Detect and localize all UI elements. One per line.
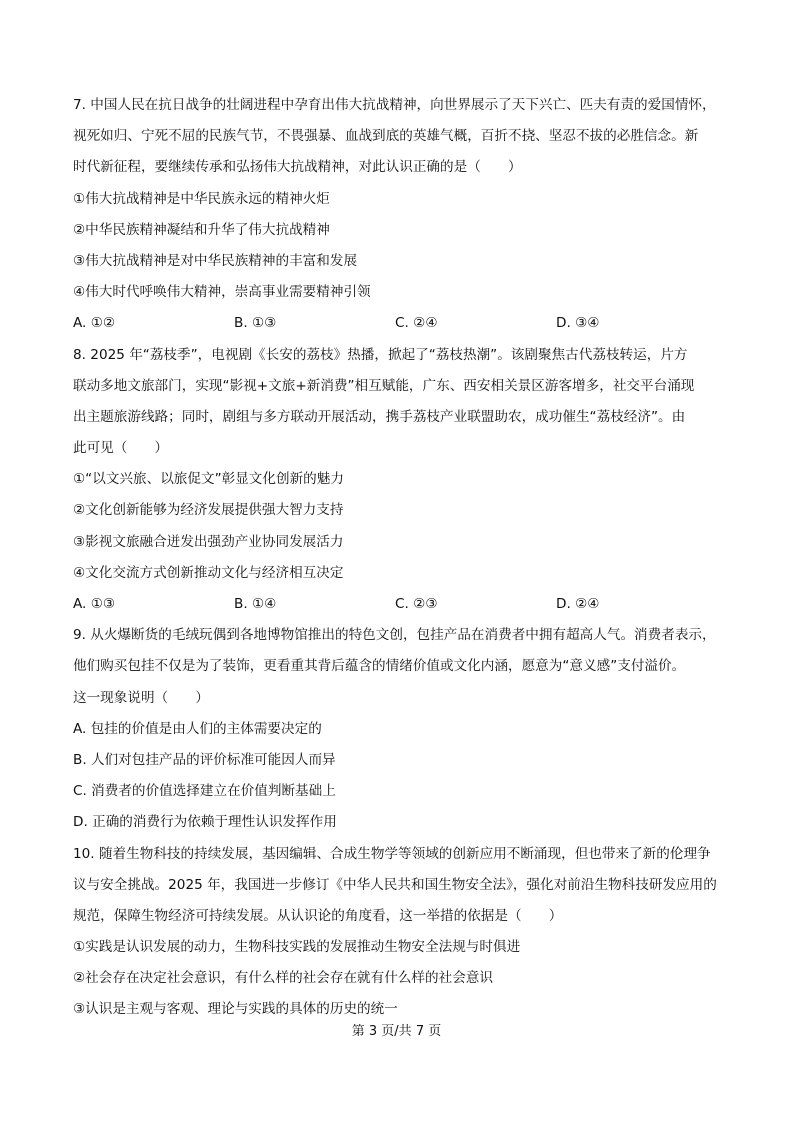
question-9 (73, 620, 723, 838)
option-a: A. ①② (73, 315, 116, 332)
statement-item: ③认识是主观与客观、理论与实践的具体的历史的统一 (73, 1001, 398, 1018)
statement-item: ③影视文旅融合迸发出强劲产业协同发展活力 (73, 533, 344, 550)
question-text-line: 这一现象说明（ ） (73, 689, 209, 706)
statement-item: ①“以文兴旅、以旅促文”彰显文化创新的魅力 (73, 471, 344, 488)
choice-b: B. 人们对包挂产品的评价标准可能因人而异 (73, 751, 336, 768)
statement-item: ②中华民族精神凝结和升华了伟大抗战精神 (73, 221, 330, 238)
option-c: C. ②③ (395, 596, 438, 612)
option-a: A. ①③ (73, 596, 116, 612)
question-7 (73, 90, 723, 340)
answer-options (73, 308, 723, 339)
statement-item: ②文化创新能够为经济发展提供强大智力支持 (73, 502, 344, 519)
statement-item: ④伟大时代呼唤伟大精神，崇高事业需要精神引领 (73, 284, 371, 301)
exam-page-content (73, 90, 723, 1026)
choice-c: C. 消费者的价值选择建立在价值判断基础上 (73, 783, 336, 800)
page-number-label: 第 3 页/共 7 页 (351, 1024, 442, 1039)
question-text-line: 10. 随着生物科技的持续发展，基因编辑、合成生物学等领域的创新应用不断涌现，但也带来了新的伦理争 (73, 845, 711, 862)
question-text-line: 议与安全挑战。2025 年，我国进一步修订《中华人民共和国生物安全法》，强化对前沿生物科技研发应用的 (73, 876, 717, 893)
statement-item: ③伟大抗战精神是对中华民族精神的丰富和发展 (73, 252, 358, 269)
question-8 (73, 340, 723, 621)
option-d: D. ③④ (556, 315, 600, 332)
option-b: B. ①③ (234, 315, 277, 332)
question-text-line: 联动多地文旅部门，实现“影视+文旅+新消费”相互赋能，广东、西安相关景区游客增多，社交平台涌现 (73, 377, 695, 394)
answer-options (73, 589, 723, 620)
question-text-line: 9. 从火爆断货的毛绒玩偶到各地博物馆推出的特色文创，包挂产品在消费者中拥有超高人气。消费者表示， (73, 627, 716, 644)
question-text-line: 8. 2025 年“荔枝季”，电视剧《长安的荔枝》热播，掀起了“荔枝热潮”。该剧聚焦古代荔枝转运，片方 (73, 346, 688, 363)
question-text-line: 规范，保障生物经济可持续发展。从认识论的角度看，这一举措的依据是（ ） (73, 907, 563, 924)
statement-item: ①实践是认识发展的动力，生物科技实践的发展推动生物安全法规与时俱进 (73, 939, 521, 956)
question-text-line: 出主题旅游线路；同时，剧组与多方联动开展活动，携手荔枝产业联盟助农，成功催生“荔枝经济”。由 (73, 408, 686, 425)
question-text-line: 视死如归、宁死不屈的民族气节，不畏强暴、血战到底的英雄气概，百折不挠、坚忍不拔的必胜信念。新 (73, 128, 699, 145)
option-c: C. ②④ (395, 315, 438, 332)
question-text-line: 他们购买包挂不仅是为了装饰，更看重其背后蕴含的情绪价值或文化内涵，愿意为“意义感”支付溢价。 (73, 658, 686, 675)
option-b: B. ①④ (234, 596, 277, 612)
question-text-line: 此可见（ ） (73, 440, 169, 457)
statement-item: ②社会存在决定社会意识，有什么样的社会存在就有什么样的社会意识 (73, 970, 493, 987)
option-d: D. ②④ (556, 596, 600, 612)
question-text-line: 时代新征程，要继续传承和弘扬伟大抗战精神，对此认识正确的是（ ） (73, 159, 522, 176)
choice-a: A. 包挂的价值是由人们的主体需要决定的 (73, 720, 322, 737)
page-footer (0, 1023, 793, 1041)
question-10 (73, 839, 723, 1026)
question-text-line: 7. 中国人民在抗日战争的壮阔进程中孕育出伟大抗战精神，向世界展示了天下兴亡、匹夫有责的爱国情怀， (73, 97, 716, 113)
statement-item: ④文化交流方式创新推动文化与经济相互决定 (73, 564, 344, 581)
choice-d: D. 正确的消费行为依赖于理性认识发挥作用 (73, 814, 337, 831)
statement-item: ①伟大抗战精神是中华民族永远的精神火炬 (73, 190, 330, 207)
